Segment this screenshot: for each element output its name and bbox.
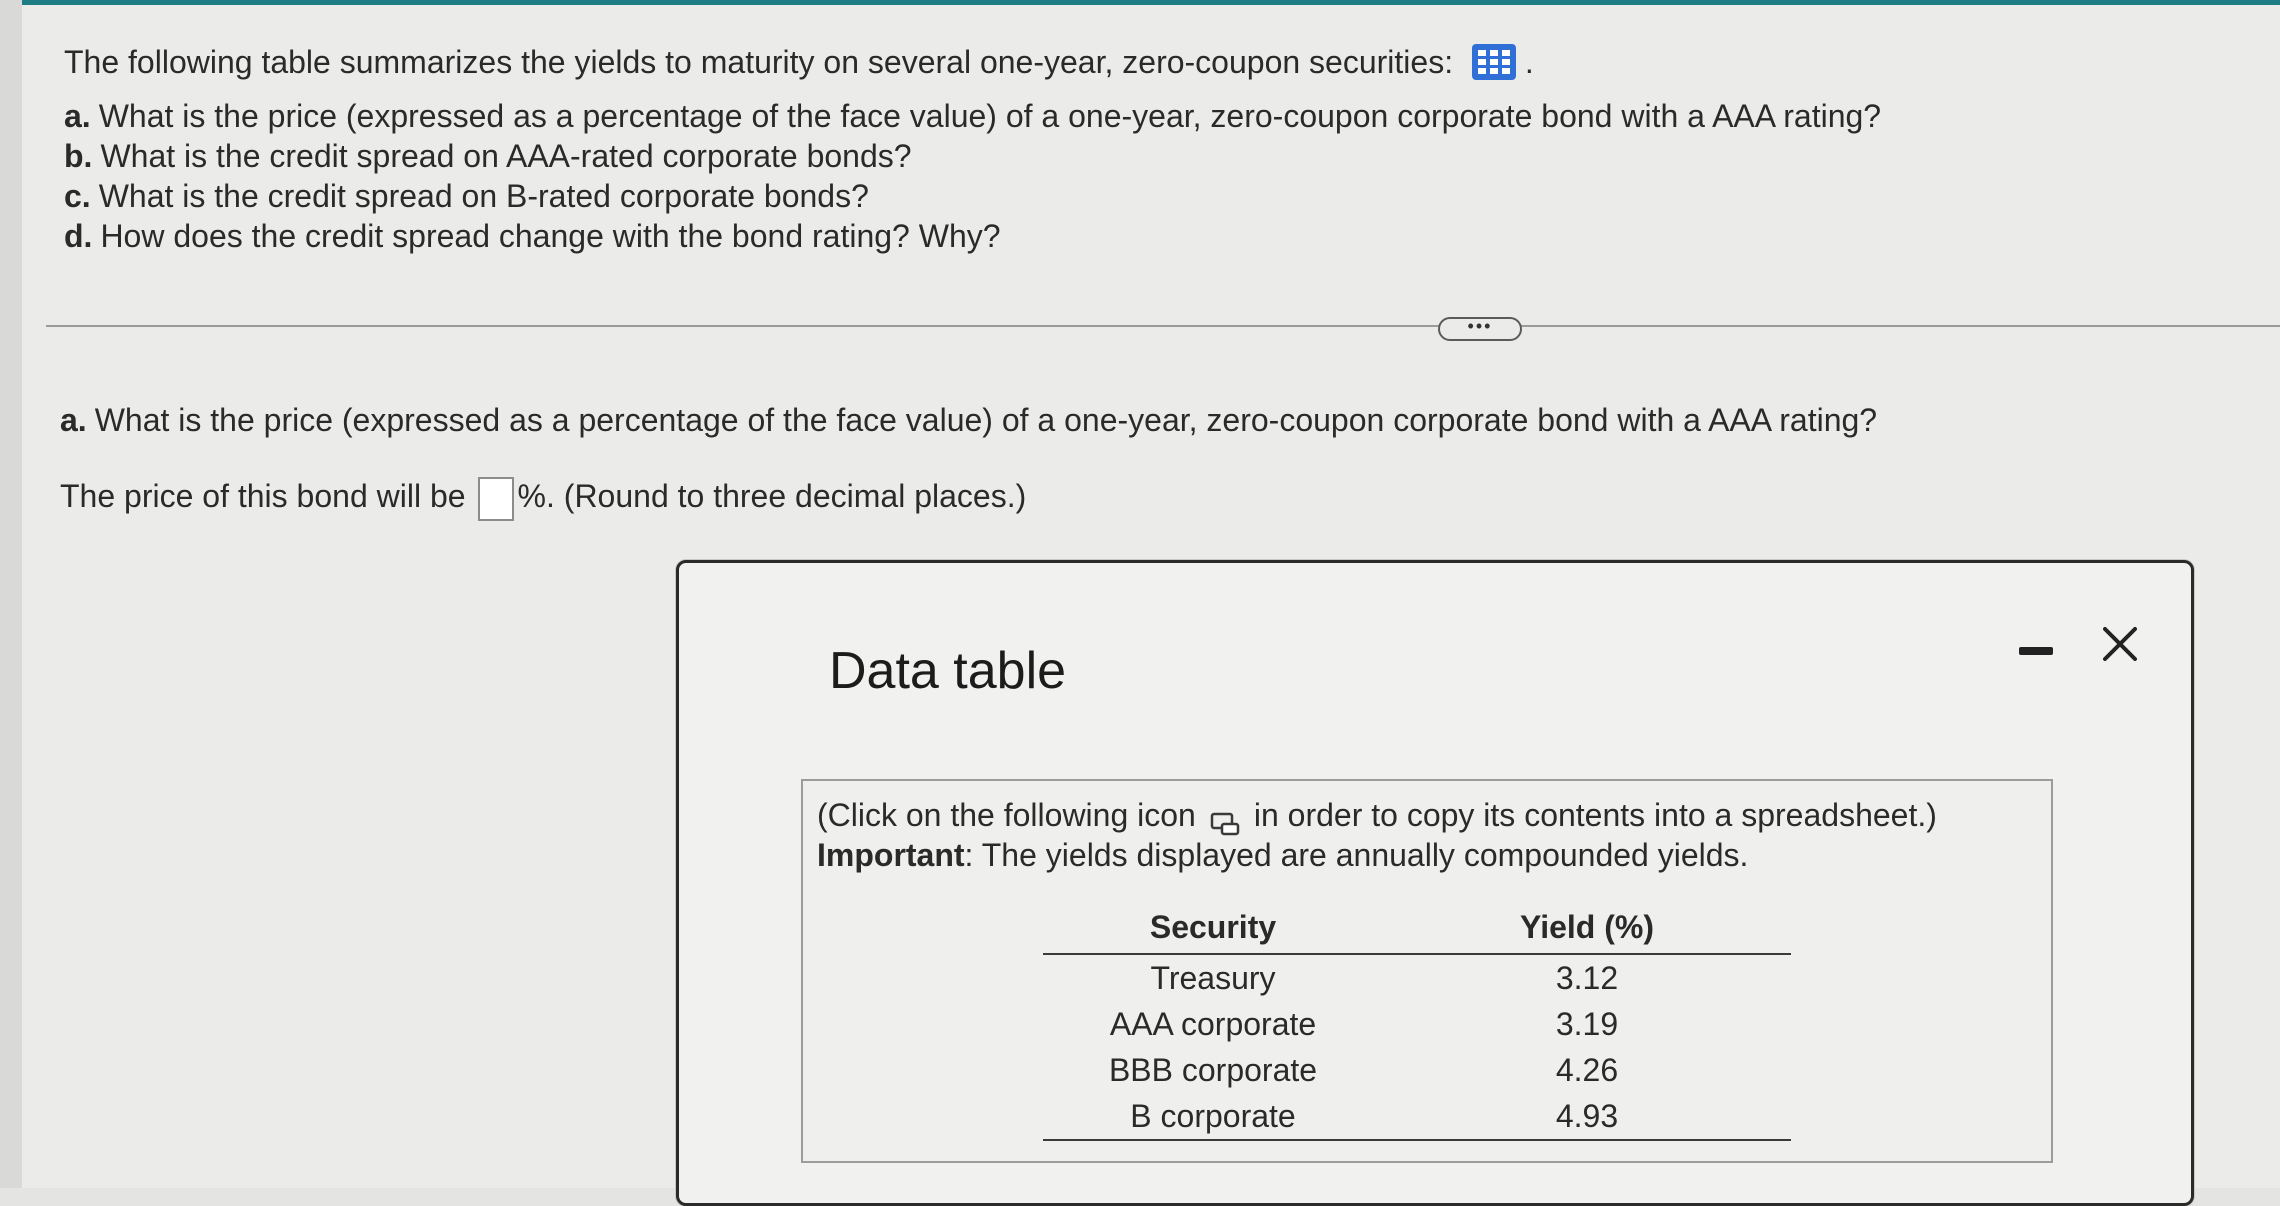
part-letter: b. (64, 138, 93, 174)
table-header-row (1043, 901, 1791, 954)
question-part-b (64, 136, 912, 176)
security-cell: B corporate (1043, 1093, 1383, 1140)
part-text: What is the credit spread on AAA-rated corporate bonds? (100, 138, 912, 174)
question-intro-end: . (1524, 44, 1534, 80)
column-header-yield: Yield (%) (1383, 901, 1791, 954)
answer-question-text: What is the price (expressed as a percentage of the face value) of a one-year, zero-coupon corporate bond with a AAA rating? (94, 402, 1878, 438)
copy-instruction-before: (Click on the following icon (817, 797, 1196, 833)
important-note (817, 835, 1748, 875)
yield-cell: 4.93 (1383, 1093, 1791, 1140)
security-cell: AAA corporate (1109, 1005, 1317, 1042)
part-letter: c. (64, 178, 91, 214)
minimize-icon[interactable] (2017, 631, 2057, 671)
part-text: How does the credit spread change with the bond rating? Why? (100, 218, 1001, 254)
copy-instruction (817, 795, 1937, 835)
question-part-d (64, 216, 1001, 256)
question-part-a (64, 96, 1881, 136)
part-letter: d. (64, 218, 93, 254)
important-label: Important (817, 837, 965, 873)
question-intro (64, 42, 1534, 82)
price-answer-input[interactable] (478, 477, 514, 521)
part-letter: a. (64, 98, 91, 134)
important-text: : The yields displayed are annually compounded yields. (964, 837, 1749, 873)
answer-question (60, 400, 1877, 440)
table-row (1043, 1093, 1791, 1140)
close-icon[interactable] (2097, 621, 2143, 667)
table-row (1043, 954, 1791, 1001)
table-grid-icon[interactable] (1472, 44, 1516, 80)
question-intro-text: The following table summarizes the yields to maturity on several one-year, zero-coupon securities: (64, 44, 1454, 80)
question-part-c (64, 176, 869, 216)
table-row (1043, 1001, 1791, 1047)
data-table-dialog (676, 560, 2194, 1206)
left-edge (0, 0, 22, 1188)
answer-prefix: The price of this bond will be (60, 478, 466, 514)
answer-line (60, 472, 1026, 521)
dialog-title: Data table (829, 642, 1067, 700)
part-text: What is the price (expressed as a percentage of the face value) of a one-year, zero-coupon corporate bond with a AAA rating? (98, 98, 1882, 134)
data-table-panel (801, 779, 2053, 1163)
copy-icon[interactable] (1210, 805, 1240, 831)
expand-more-button[interactable]: ••• (1438, 317, 1522, 341)
security-cell: Treasury (1150, 959, 1276, 996)
yield-cell: 3.19 (1555, 1005, 1619, 1042)
table-row (1043, 1047, 1791, 1093)
yield-table (1043, 901, 1791, 1141)
yield-cell: 4.26 (1555, 1051, 1619, 1088)
section-divider (46, 325, 2280, 327)
security-cell: BBB corporate (1108, 1051, 1318, 1088)
answer-suffix: %. (Round to three decimal places.) (517, 478, 1027, 514)
yield-cell: 3.12 (1555, 959, 1619, 996)
part-text: What is the credit spread on B-rated corporate bonds? (98, 178, 869, 214)
copy-instruction-after: in order to copy its contents into a spreadsheet.) (1253, 797, 1937, 833)
answer-letter: a. (60, 402, 87, 438)
column-header-security: Security (1043, 901, 1383, 954)
